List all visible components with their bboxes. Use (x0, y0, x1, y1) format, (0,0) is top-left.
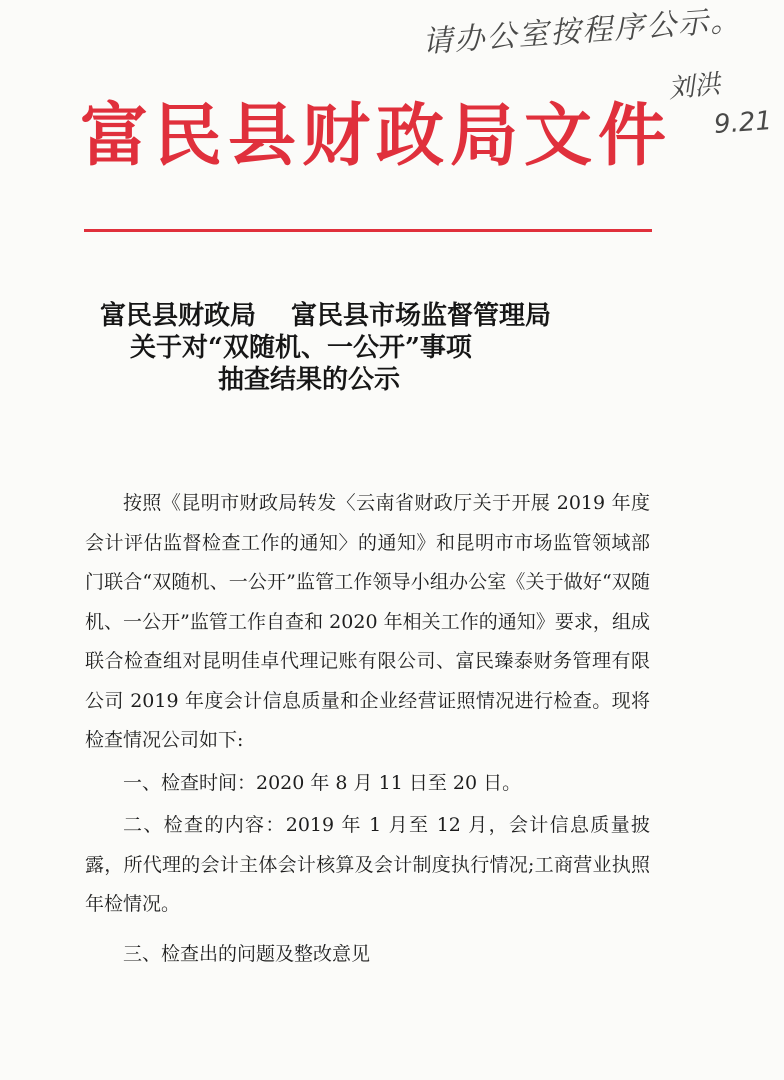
section-inspection-time: 一、检查时间：2020 年 8 月 11 日至 20 日。 (123, 771, 522, 794)
body-intro-paragraph: 按照《昆明市财政局转发〈云南省财政厅关于开展 2019 年度会计评估监督检查工作的通知〉的通知》和昆明市市场监管领域部门联合“双随机、一公开”监管工作领导小组办公室《关于做好“双随机、一公开”监管工作自查和 2020 年相关工作的通知》要求，组成联合检查组对昆明佳卓代理记账有限公司、富民臻泰财务管理有限公司 2019 年度会计信息质量和企业经营证照情况进行检查。现将检查情况公司如下: (85, 492, 650, 751)
title-line-subject: 关于对“双随机、一公开”事项 (130, 333, 472, 363)
section-issues-heading: 三、检查出的问题及整改意见 (123, 942, 371, 965)
title-line-issuers: 富民县财政局 富民县市场监督管理局 (100, 301, 552, 331)
section-inspection-content: 二、检查的内容：2019 年 1 月至 12 月，会计信息质量披露，所代理的会计主体会计核算及会计制度执行情况;工商营业执照年检情况。 (85, 814, 650, 915)
title-line-topic: 抽查结果的公示 (218, 365, 401, 395)
handwritten-note: 请办公室按程序公示。 (421, 2, 744, 61)
handwritten-signature-date: 9.21 (713, 106, 773, 140)
document-header: 富民县财政局文件 (80, 96, 673, 176)
header-divider (84, 229, 652, 232)
document-title (96, 300, 696, 396)
document-body (85, 484, 650, 974)
handwritten-signature-name: 刘洪 (666, 69, 722, 105)
